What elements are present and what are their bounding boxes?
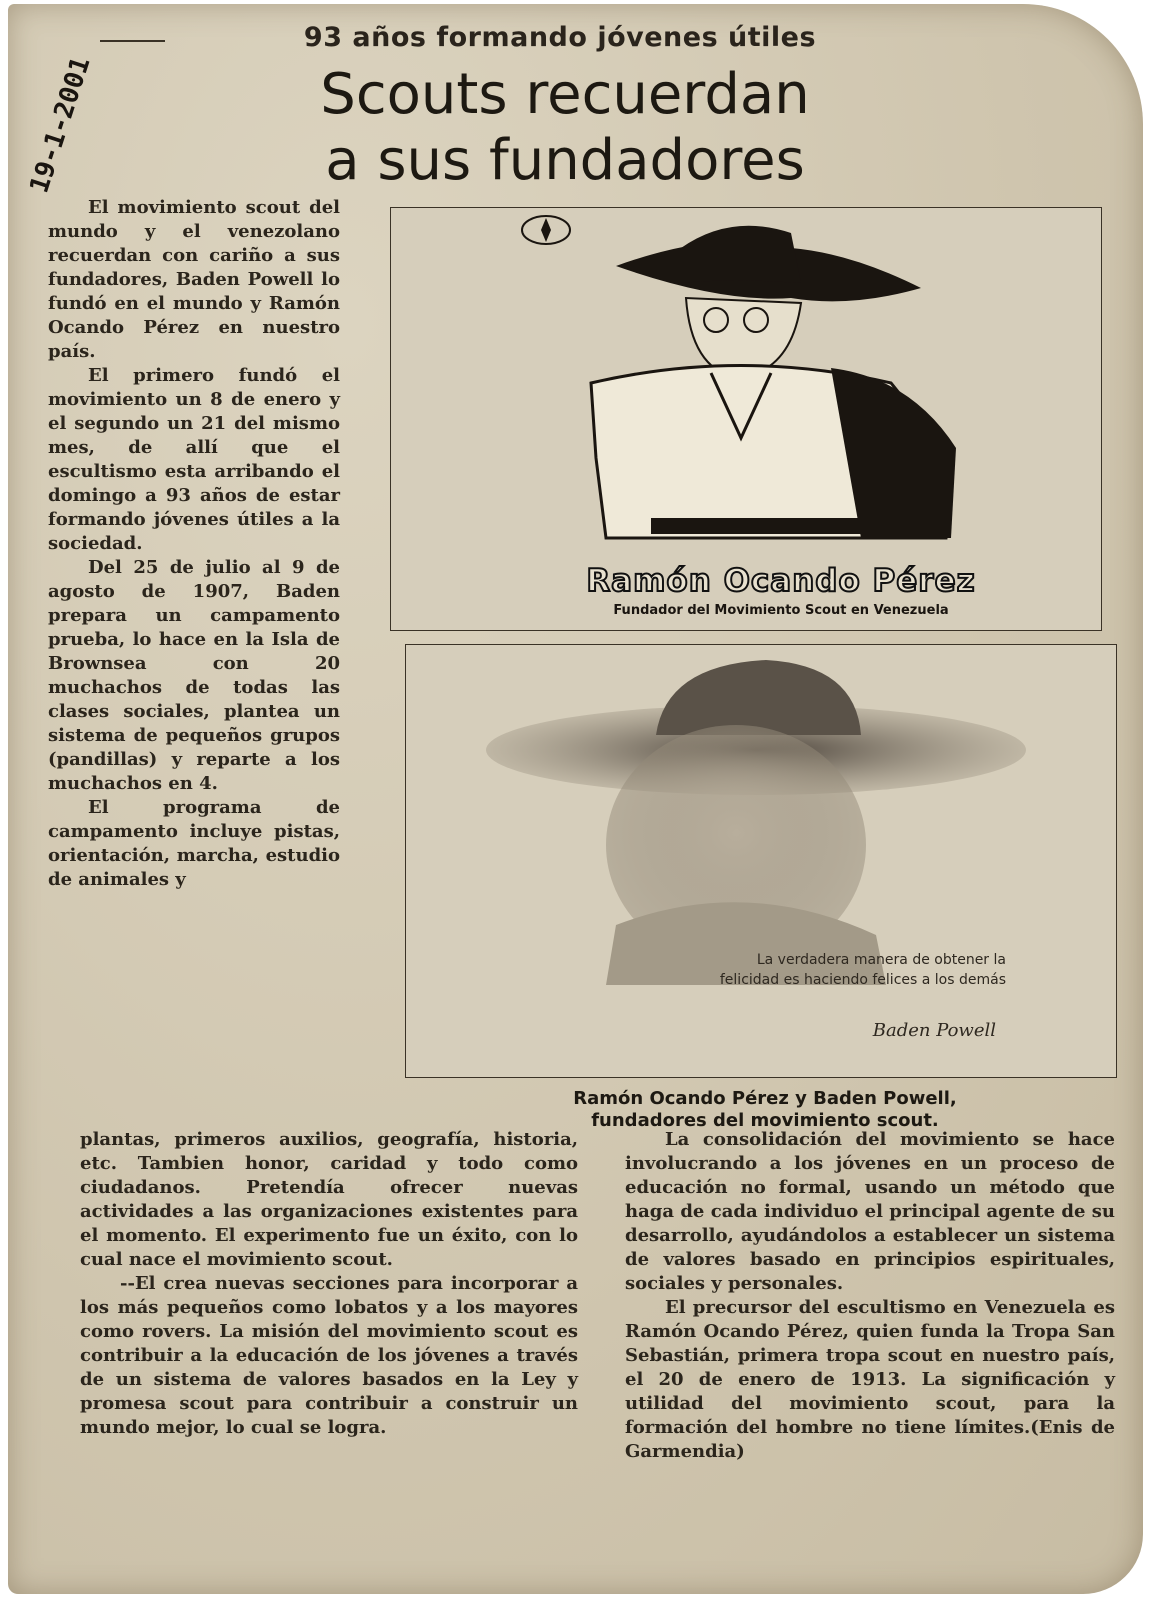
paragraph: Del 25 de julio al 9 de agosto de 1907, Baden prepara un campamento prueba, lo hace en la Isla de Brownsea con 20 muchachos de todas las clases sociales, plantea un sistema de pequeños grupos (pandillas) y reparte a los muchachos en 4.: [48, 557, 340, 794]
quote-signature: Baden Powell: [872, 1020, 996, 1041]
column-2: [80, 1128, 578, 1440]
column-1: [48, 196, 340, 892]
portrait-illustration-2: [406, 645, 1116, 1077]
column-3: [625, 1128, 1115, 1464]
paragraph: El programa de campamento incluye pistas, orientación, marcha, estudio de animales y: [48, 797, 340, 890]
paragraph: La consolidación del movimiento se hace involucrando a los jóvenes en un proceso de educación no formal, usando un método que haga de cada individuo el principal agente de su desarrollo, ayudándolos a establecer un sistema de valores basado en principios espirituales, sociales y personales.: [625, 1129, 1115, 1294]
paragraph: El precursor del escultismo en Venezuela es Ramón Ocando Pérez, quien funda la Tropa San Sebastián, primera tropa scout en nuestro país, el 20 de enero de 1913. La significación y utilidad del movimiento scout, para la formación del hombre no tiene límites.(Enis de Garmendia): [625, 1297, 1115, 1462]
kicker: 93 años formando jóvenes útiles: [303, 22, 817, 53]
portrait-quote: La verdadera manera de obtener la felicidad es haciendo felices a los demás: [719, 952, 1006, 988]
paragraph: El movimiento scout del mundo y el venezolano recuerdan con cariño a sus fundadores, Baden Powell lo fundó en el mundo y Ramón Ocando Pérez en nuestro país.: [48, 197, 340, 362]
headline-line-2: a sus fundadores: [325, 128, 805, 193]
photo-baden-powell: [405, 644, 1117, 1078]
headline-line-1: Scouts recuerdan: [320, 62, 810, 127]
portrait-subtitle: Fundador del Movimiento Scout en Venezuela: [613, 603, 949, 618]
photo-ramon-ocando: [390, 207, 1102, 631]
portrait-name: Ramón Ocando Pérez: [586, 563, 976, 599]
photo-caption: [420, 1088, 1110, 1132]
kicker-rule: [100, 40, 165, 42]
paragraph: --El crea nuevas secciones para incorporar a los más pequeños como lobatos y a los mayores como rovers. La misión del movimiento scout es contribuir a la educación de los jóvenes a través de un sistema de valores basados en la Ley y promesa scout para contribuir a construir un mundo mejor, lo cual se logra.: [80, 1273, 578, 1438]
headline: [150, 62, 980, 194]
scout-emblem-icon: [522, 216, 570, 244]
caption-line-1: Ramón Ocando Pérez y Baden Powell,: [573, 1088, 957, 1109]
paragraph: plantas, primeros auxilios, geografía, historia, etc. Tambien honor, caridad y todo como ciudadanos. Pretendía ofrecer nuevas actividades a las organizaciones existentes para el momento. El experimento fue un éxito, con lo cual nace el movimiento scout.: [80, 1129, 578, 1270]
handwritten-date: 19-1-2001: [24, 53, 97, 197]
caption-line-2: fundadores del movimiento scout.: [591, 1110, 939, 1131]
paragraph: El primero fundó el movimiento un 8 de enero y el segundo un 21 del mismo mes, de allí que el escultismo esta arribando el domingo a 93 años de estar formando jóvenes útiles a la sociedad.: [48, 365, 340, 554]
